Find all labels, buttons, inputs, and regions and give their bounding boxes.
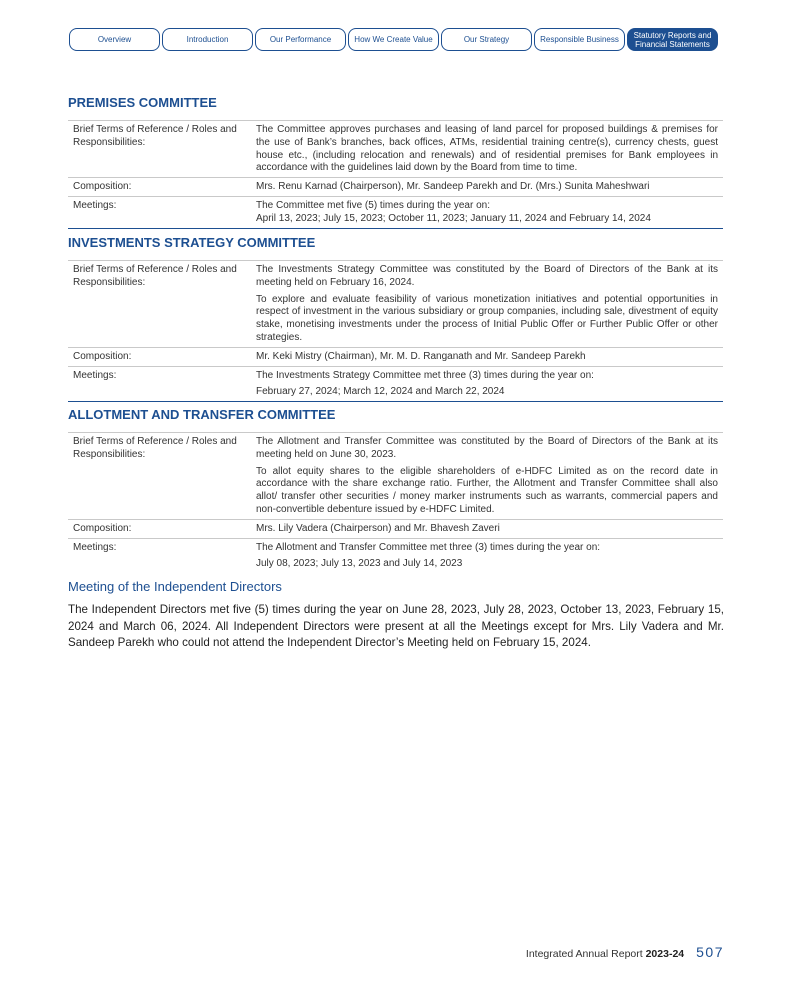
tab-label: Responsible Business	[540, 35, 619, 44]
row-value: Mr. Keki Mistry (Chairman), Mr. M. D. Ranganath and Mr. Sandeep Parekh	[251, 347, 723, 366]
table-row	[68, 366, 723, 402]
row-label: Composition:	[68, 178, 251, 197]
footer-year: 2023-24	[645, 948, 685, 960]
tab-statutory-reports[interactable]	[627, 28, 718, 51]
tab-label: Introduction	[186, 35, 229, 44]
tab-label: Our Strategy	[463, 35, 510, 44]
table-row	[68, 178, 723, 197]
allotment-committee-table	[68, 432, 723, 573]
row-label: Brief Terms of Reference / Roles and Responsibilities:	[68, 121, 251, 178]
meetings-dates: April 13, 2023; July 15, 2023; October 11, 2023; January 11, 2024 and February 14, 2024	[256, 212, 651, 224]
table-row	[68, 347, 723, 366]
meetings-dates: July 08, 2023; July 13, 2023 and July 14, 2023	[256, 558, 463, 570]
meetings-line: The Committee met five (5) times during the year on:	[256, 199, 490, 211]
row-value	[251, 261, 723, 348]
table-row	[68, 121, 723, 178]
row-value: Mrs. Lily Vadera (Chairperson) and Mr. Bhavesh Zaveri	[251, 519, 723, 538]
premises-committee-table	[68, 120, 723, 229]
row-label: Composition:	[68, 519, 251, 538]
tab-label: How We Create Value	[354, 35, 433, 44]
row-value	[251, 433, 723, 520]
tab-label: Our Performance	[269, 35, 332, 44]
row-value: Mrs. Renu Karnad (Chairperson), Mr. Sandeep Parekh and Dr. (Mrs.) Sunita Maheshwari	[251, 178, 723, 197]
premises-committee-title: PREMISES COMMITTEE	[68, 95, 217, 110]
terms-paragraph: To allot equity shares to the eligible shareholders of e-HDFC Limited as on the record date in accordance with the share exchange ratio. Further, the Allotment and Transfer Committee shall also allot/ transfer other securities / money marker instruments such as warrants, commercial papers and non-convertible debenture issued by e-HDFC Limited.	[256, 465, 718, 515]
row-label: Composition:	[68, 347, 251, 366]
table-row	[68, 538, 723, 573]
tab-label-line2: Financial Statements	[635, 39, 710, 49]
row-value	[251, 366, 723, 402]
row-label: Meetings:	[68, 366, 251, 402]
tab-responsible-business[interactable]	[534, 28, 625, 51]
independent-directors-heading: Meeting of the Independent Directors	[68, 579, 282, 594]
terms-paragraph: The Allotment and Transfer Committee was constituted by the Board of Directors of the Bank at its meeting held on June 30, 2023.	[256, 436, 718, 460]
footer-report	[526, 948, 684, 960]
table-row	[68, 196, 723, 228]
page-number: 507	[696, 944, 724, 960]
row-value: The Committee approves purchases and leasing of land parcel for proposed buildings & premises for the use of Bank’s branches, back offices, ATMs, residential training centre(s), currency chests, guest house etc., (including relocation and renewals) and of residential premises for Bank employees in accordance with the guidelines laid down by the Board from time to time.	[251, 121, 723, 178]
table-row	[68, 519, 723, 538]
tab-overview[interactable]	[69, 28, 160, 51]
row-label: Brief Terms of Reference / Roles and Responsibilities:	[68, 433, 251, 520]
tab-label: Overview	[97, 35, 132, 44]
page-footer	[526, 944, 724, 960]
investments-committee-table	[68, 260, 723, 402]
row-label: Meetings:	[68, 196, 251, 228]
footer-report-name: Integrated Annual Report	[525, 948, 643, 960]
row-label: Brief Terms of Reference / Roles and Responsibilities:	[68, 261, 251, 348]
row-value	[251, 196, 723, 228]
meetings-dates: February 27, 2024; March 12, 2024 and March 22, 2024	[256, 386, 505, 398]
independent-directors-paragraph: The Independent Directors met five (5) times during the year on June 28, 2023, July 28, 2023, October 13, 2023, February 15, 2024 and March 06, 2024. All Independent Directors were present at all the Meetings except for Mrs. Lily Vadera and Mr. Sandeep Parekh who could not attend the Independent Director’s Meeting held on February 15, 2024.	[68, 603, 724, 649]
tab-our-strategy[interactable]	[441, 28, 532, 51]
tab-introduction[interactable]	[162, 28, 253, 51]
row-value	[251, 538, 723, 573]
meetings-line: The Allotment and Transfer Committee met three (3) times during the year on:	[256, 541, 601, 553]
table-row	[68, 433, 723, 520]
investments-committee-title: INVESTMENTS STRATEGY COMMITTEE	[68, 235, 316, 250]
table-row	[68, 261, 723, 348]
row-label: Meetings:	[68, 538, 251, 573]
tab-our-performance[interactable]	[255, 28, 346, 51]
meetings-line: The Investments Strategy Committee met three (3) times during the year on:	[256, 369, 594, 381]
allotment-committee-title: ALLOTMENT AND TRANSFER COMMITTEE	[68, 407, 336, 422]
terms-paragraph: The Investments Strategy Committee was constituted by the Board of Directors of the Bank at its meeting held on February 16, 2024.	[256, 264, 718, 288]
tab-how-we-create-value[interactable]	[348, 28, 439, 51]
top-nav	[69, 28, 718, 51]
terms-paragraph: To explore and evaluate feasibility of various monetization initiatives and potential opportunities in respect of investment in the various subsidiary or group companies, including sale, divestment of equity stake, monetising investments under the process of Initial Public Offer or Further Public Offer or other strategies.	[256, 293, 718, 343]
tab-label-line1: Statutory Reports and	[633, 30, 712, 40]
